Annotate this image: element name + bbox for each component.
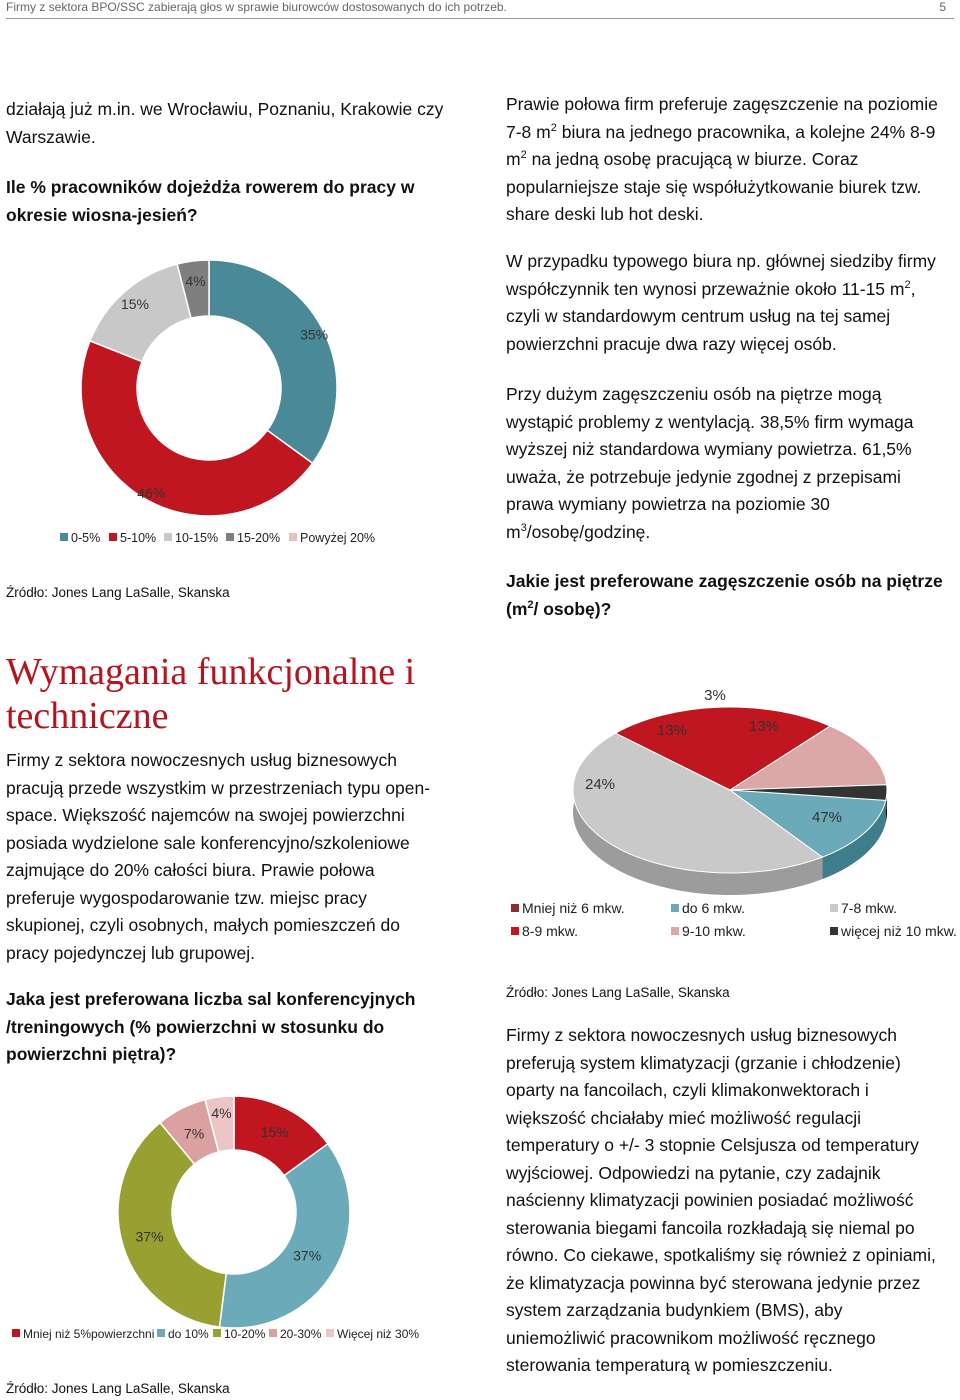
legend-swatch [326,1329,334,1337]
data-label: 35% [300,326,329,343]
legend-label: do 10% [168,1327,209,1341]
data-label: 4% [211,1104,232,1121]
legend-swatch [511,927,519,935]
legend-label: 7-8 mkw. [841,900,898,916]
data-label: 13% [748,718,780,735]
legend-swatch [12,1329,20,1337]
legend-label: 0-5% [71,531,101,545]
legend-label: 5-10% [120,531,157,545]
data-label: 3% [704,687,726,704]
pie-slice [209,260,337,463]
legend-label: 8-9 mkw. [522,923,579,939]
section-title: Wymagania funkcjonalne i techniczne [6,651,416,737]
legend-label: 15-20% [237,531,281,545]
legend-swatch [830,904,838,912]
legend-swatch [830,927,838,935]
legend-label: Powyżej 20% [300,531,376,545]
functional-paragraph: Firmy z sektora nowoczesnych usług biznesowych pracują przede wszystkim w przestrzeniach typu open-space. Większość najemców na swojej powierzchni posiada wydzielone sale konferencyjno/szkoleniowe zajmujące do 20% całości biura. Prawie połowa preferuje wygospodarowanie tzw. miejsc pracy skupionej, czyli osobnych, małych pomieszczeń do pracy pojedynczej lub grupowej. [6,750,431,963]
data-label: 13% [656,722,688,739]
legend-swatch [511,904,519,912]
legend-swatch [157,1329,165,1337]
legend-label: 10-20% [224,1327,266,1341]
legend-swatch [226,533,234,541]
legend-swatch [213,1329,221,1337]
cycling-chart [60,260,375,545]
page-number: 5 [939,0,946,14]
data-label: 15% [260,1123,289,1140]
source-density: Źródło: Jones Lang LaSalle, Skanska [506,985,730,1000]
legend-label: Więcej niż 30% [337,1327,420,1341]
data-label: 46% [137,485,166,502]
question-cycling: Ile % pracowników dojeżdża rowerem do pracy w okresie wiosna-jesień? [6,177,415,225]
legend-label: 9-10 mkw. [682,923,746,939]
legend-swatch [60,533,68,541]
question-density: Jakie jest preferowane zagęszczenie osób na piętrze ($m^2/$ osobę)? [506,571,943,619]
data-label: 37% [135,1228,164,1245]
data-label: 37% [293,1247,322,1264]
air-conditioning-paragraph: Firmy z sektora nowoczesnych usług biznesowych preferują system klimatyzacji (grzanie i chłodzenie) oparty na fancoilach, czyli klimakonwektorach i większość chciałaby mieć możliwość regulacji temperatury o +/- 3 stopnie Celsjusza od temperatury wyjściowej. Odpowiedzi na pytanie, czy zadajnik naścienny klimatyzacji powinien posiadać możliwość sterowania biegami fancoila rozkładają się niemal po równo. Co ciekawe, spotkaliśmy się również z opiniami, że klimatyzacja powinna być sterowana jedynie przez system zarządzania budynkiem (BMS), aby uniemożliwić pracownikom możliwość ręcznego sterowania temperaturą w pomieszczeniu. [506,1025,936,1375]
legend-swatch [671,927,679,935]
legend-label: do 6 mkw. [682,900,746,916]
question-conference: Jaka jest preferowana liczba sal konferencyjnych /treningowych (% powierzchni w stosunku do powierzchni piętra)? [6,989,416,1064]
data-label: 24% [584,776,616,793]
density-paragraph: Prawie połowa firm preferuje zagęszczenie na poziomie 7-8 $m^2$ biura na jednego pracownika, a kolejne 24% 8-9 $m^2$ na jedną osobę pracującą w biurze. Coraz popularniejsze staje się współużytkowanie biurek tzw. share deski lub hot deski. [506,94,938,224]
source-cycling: Źródło: Jones Lang LaSalle, Skanska [6,585,230,600]
data-label: 4% [185,272,206,289]
legend-swatch [109,533,117,541]
typical-office-paragraph: W przypadku typowego biura np. głównej siedziby firmy współczynnik ten wynosi przeważnie około 11-15 $m^2$, czyli w standardowym centrum usług na tej samej powierzchni pracuje dwa razy więcej osób. [506,251,936,354]
data-label: 15% [120,295,149,312]
intro-text: działają już m.in. we Wrocławiu, Poznaniu, Krakowie czy Warszawie. [6,99,444,147]
legend-swatch [671,904,679,912]
legend-label: więcej niż 10 mkw. [841,923,957,939]
legend-swatch [164,533,172,541]
header-title: Firmy z sektora BPO/SSC zabierają głos w sprawie biurowców dostosowanych do ich potrzeb. [6,0,507,14]
ventilation-paragraph: Przy dużym zagęszczeniu osób na piętrze mogą wystąpić problemy z wentylacją. 38,5% firm wymaga wyższej niż standardowa wymiany powietrza. 61,5% uważa, że potrzebuje jedynie zgodnej z przepisami prawa wymiany powietrza na poziomie 30 $m^3/osobę$/godzinę. [506,384,914,542]
data-label: 7% [183,1125,205,1142]
density-chart [511,687,957,939]
conference-chart [12,1096,419,1341]
legend-swatch [269,1329,277,1337]
legend-label: Mniej niż 5%powierzchni [23,1327,155,1341]
legend-label: 20-30% [280,1327,322,1341]
data-label: 47% [811,809,843,826]
legend-label: 10-15% [175,531,219,545]
legend-swatch [289,533,297,541]
legend-label: Mniej niż 6 mkw. [522,900,625,916]
source-conference: Źródło: Jones Lang LaSalle, Skanska [6,1381,230,1396]
pie-slice [90,264,191,361]
